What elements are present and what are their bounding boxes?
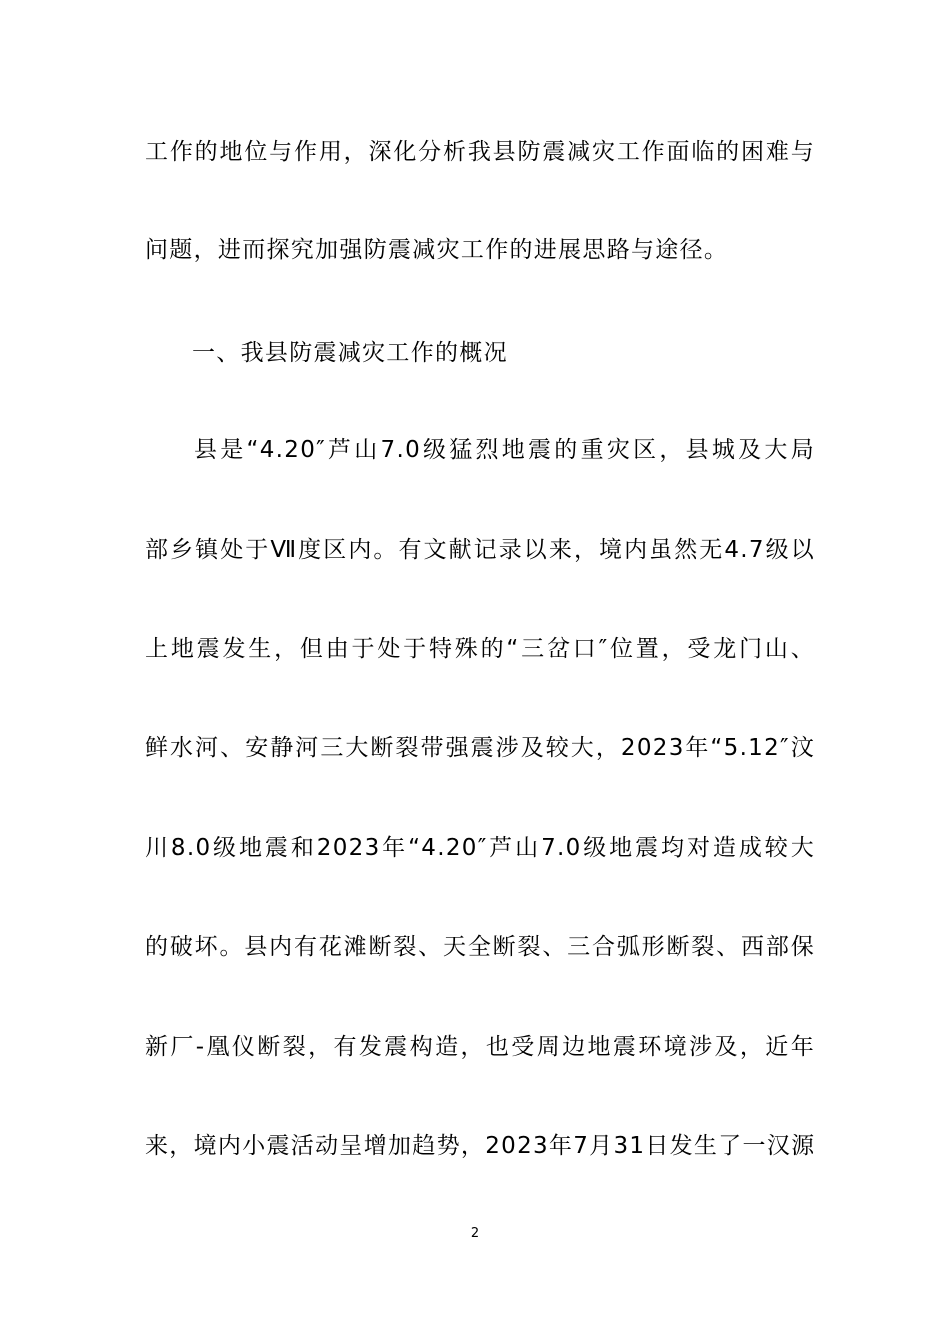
body-text-line: 的破坏。县内有花滩断裂、天全断裂、三合弧形断裂、西部保 xyxy=(145,934,815,960)
body-text-line: 上地震发生，但由于处于特殊的“三岔口″位置，受龙门山、 xyxy=(145,636,815,662)
body-text-line: 工作的地位与作用，深化分析我县防震减灾工作面临的困难与 xyxy=(145,139,815,165)
paragraph-first-line: 县是“4.20″芦山7.0级猛烈地震的重灾区，县城及大局 xyxy=(194,437,815,463)
page-number: 2 xyxy=(470,1226,480,1241)
body-text-line: 新厂-凰仪断裂，有发震构造，也受周边地震环境涉及，近年 xyxy=(145,1034,815,1060)
body-text-line: 来，境内小震活动呈增加趋势，2023年7月31日发生了一汉源 xyxy=(145,1133,816,1159)
body-text-line: 问题，进而探究加强防震减灾工作的进展思路与途径。 xyxy=(145,237,729,263)
section-heading: 一、我县防震减灾工作的概况 xyxy=(192,340,508,366)
body-text-line: 部乡镇处于Ⅶ度区内。有文献记录以来，境内虽然无4.7级以 xyxy=(145,537,815,563)
body-text-line: 鲜水河、安静河三大断裂带强震涉及较大，2023年“5.12″汶 xyxy=(145,735,815,761)
body-text-line: 川8.0级地震和2023年“4.20″芦山7.0级地震均对造成较大 xyxy=(145,835,815,861)
